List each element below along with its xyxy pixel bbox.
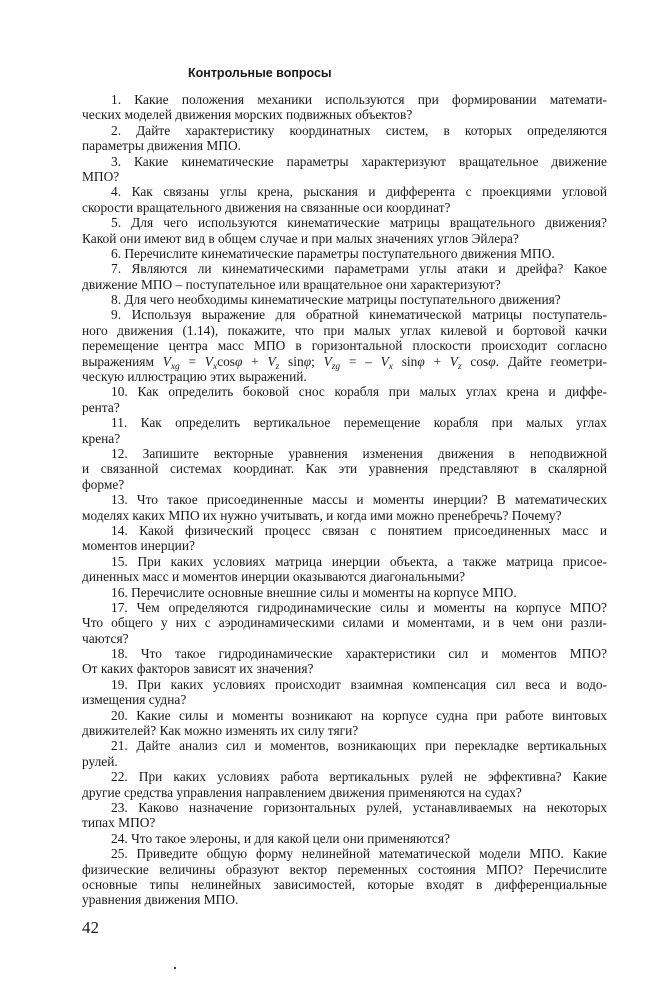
formula-part: = <box>179 353 205 369</box>
question-item <box>82 92 607 123</box>
question-line: ческую иллюстрацию этих выражений. <box>82 369 307 385</box>
question-item <box>82 831 607 846</box>
question-line: 23. Каково назначение горизонтальных рулей, устанавливаемых на некоторых <box>111 799 607 815</box>
formula-part: cos <box>461 353 489 369</box>
question-item <box>82 769 607 800</box>
question-line: крена? <box>82 430 121 446</box>
question-item <box>82 415 607 446</box>
question-line: Что общего у них с аэродинамическими силами и моментами, и в чем они разли- <box>82 615 607 631</box>
question-line: 21. Дайте анализ сил и моментов, возникающих при перекладке вертикальных <box>111 738 607 754</box>
formula-part: φ <box>488 353 496 369</box>
question-line: движение МПО – поступательное или вращательное они характеризуют? <box>82 276 501 292</box>
section-title: Контрольные вопросы <box>188 66 332 80</box>
question-line: 9. Используя выражение для обратной кинематической матрицы поступатель- <box>111 307 607 323</box>
question-line: 8. Для чего необходимы кинематические матрицы поступательного движения? <box>111 292 561 308</box>
question-line: другие средства управления направлением движения применяются на судах? <box>82 784 522 800</box>
question-line: 6. Перечислите кинематические параметры поступательного движения МПО. <box>111 245 555 261</box>
formula-part: x <box>212 361 218 372</box>
formula-part: z <box>275 361 280 372</box>
formula-part: φ <box>235 353 243 369</box>
question-line: 10. Как определить боковой снос корабля при малых углах крена и диффе- <box>111 384 607 400</box>
question-line: диненных масс и моментов инерции оказываются диагональными? <box>82 569 466 585</box>
question-item <box>82 846 607 908</box>
question-item <box>82 292 607 307</box>
question-line: 4. Как связаны углы крена, рыскания и дифферента с проекциями угловой <box>111 184 607 200</box>
formula-part: cos <box>217 353 235 369</box>
question-item <box>82 492 607 523</box>
question-item <box>82 523 607 554</box>
question-line: форме? <box>82 476 125 492</box>
question-line: 19. При каких условиях происходит взаимная компенсация сил веса и водо- <box>111 676 607 692</box>
formula-part: + <box>424 353 450 369</box>
question-line: параметры движения МПО. <box>82 138 241 154</box>
question-line: 22. При каких условиях работа вертикальных рулей не эффективна? Какие <box>111 769 607 785</box>
question-line: и связанной системах координат. Как эти уравнения представляют в скалярной <box>82 461 607 477</box>
question-line: 20. Какие силы и моменты возникают на корпусе судна при работе винтовых <box>111 707 607 723</box>
scan-speck <box>174 967 176 969</box>
question-line: рулей. <box>82 753 118 769</box>
question-line: 7. Являются ли кинематическими параметрами углы атаки и дрейфа? Какое <box>111 261 607 277</box>
question-item <box>82 554 607 585</box>
formula-part: V <box>204 353 213 369</box>
question-item <box>82 800 607 831</box>
question-item <box>82 646 607 677</box>
question-line: движителей? Как можно изменять их силу тяги? <box>82 723 359 739</box>
question-line: типах МПО? <box>82 815 156 831</box>
question-line: моделях каких МПО их нужно учитывать, и когда ими можно пренебречь? Почему? <box>82 507 562 523</box>
question-line: 24. Что такое элероны, и для какой цели они применяются? <box>111 830 450 846</box>
question-line: От каких факторов зависят их значения? <box>82 661 314 677</box>
question-item <box>82 384 607 415</box>
formula-part: . Дайте геометри- <box>495 353 607 369</box>
question-line <box>82 353 607 372</box>
formula-part: sin <box>392 353 418 369</box>
question-line: 12. Запишите векторные уравнения изменения движения в неподвижной <box>111 445 607 461</box>
question-line: 5. Для чего используются кинематические матрицы вращательного движения? <box>111 215 607 231</box>
question-line: скорости вращательного движения на связанные оси координат? <box>82 199 451 215</box>
question-item <box>82 738 607 769</box>
formula-part: V <box>380 353 389 369</box>
question-line: 25. Приведите общую форму нелинейной математической модели МПО. Какие <box>111 846 607 862</box>
question-line: Какой они имеют вид в общем случае и при малых значениях углов Эйлера? <box>82 230 519 246</box>
formula-part: φ <box>303 353 312 369</box>
question-item <box>82 184 607 215</box>
question-line: 15. При каких условиях матрица инерции объекта, а также матрица присое- <box>111 553 607 569</box>
question-line: 2. Дайте характеристику координатных систем, в которых определяются <box>111 122 607 138</box>
question-line: 18. Что такое гидродинамические характеристики сил и моментов МПО? <box>111 646 607 662</box>
formula-part: φ <box>417 353 425 369</box>
formula-part: V <box>323 353 332 369</box>
question-item <box>82 246 607 261</box>
formula-part: V <box>449 353 458 369</box>
questions-list <box>82 92 607 908</box>
formula-part: sin <box>279 353 304 369</box>
question-line: физические величины образуют вектор переменных состояния МПО? Перечислите <box>82 861 607 877</box>
formula-part: ; <box>311 353 324 369</box>
question-line: рента? <box>82 399 120 415</box>
formula-part: x <box>388 361 393 372</box>
formula-part: = – <box>340 353 381 369</box>
question-line: чаются? <box>82 630 129 646</box>
question-line: 3. Какие кинематические параметры характеризуют вращательное движение <box>111 153 607 169</box>
formula-part: z <box>457 361 462 372</box>
question-line: перемещение центра масс МПО в горизонтальной плоскости происходит согласно <box>82 338 607 354</box>
page-number: 42 <box>82 918 99 937</box>
question-line: 13. Что такое присоединенные массы и моменты инерции? В математических <box>111 492 607 508</box>
question-item <box>82 600 607 646</box>
question-line: МПО? <box>82 168 120 184</box>
question-item <box>82 261 607 292</box>
question-line: 11. Как определить вертикальное перемещение корабля при малых углах <box>111 415 607 431</box>
question-line: 16. Перечислите основные внешние силы и моменты на корпусе МПО. <box>111 584 517 600</box>
question-line: 14. Какой физический процесс связан с понятием присоединенных масс и <box>111 522 607 538</box>
question-line: ного движения (1.14), покажите, что при малых углах килевой и бортовой качки <box>82 322 607 338</box>
question-item <box>82 215 607 246</box>
question-item <box>82 708 607 739</box>
formula-part: xg <box>170 361 180 372</box>
question-item <box>82 154 607 185</box>
formula-part: zg <box>331 361 341 372</box>
question-item <box>82 123 607 154</box>
question-item <box>82 307 607 384</box>
question-line: 1. Какие положения механики используются при формировании математи- <box>111 92 607 107</box>
question-line: основные типы нелинейных зависимостей, которые входят в дифференциальные <box>82 876 607 892</box>
question-item <box>82 677 607 708</box>
question-item <box>82 585 607 600</box>
question-item <box>82 446 607 492</box>
question-line: 17. Чем определяются гидродинамические силы и моменты на корпусе МПО? <box>111 599 607 615</box>
question-line: моментов инерции? <box>82 538 195 554</box>
formula-part: V <box>162 353 171 369</box>
question-line: ческих моделей движения морских подвижных объектов? <box>82 107 413 123</box>
formula-part: + <box>242 353 268 369</box>
question-line: измещения судна? <box>82 692 187 708</box>
formula-part: V <box>267 353 276 369</box>
question-line: уравнения движения МПО. <box>82 892 239 908</box>
formula-part: выражениям <box>82 353 163 369</box>
